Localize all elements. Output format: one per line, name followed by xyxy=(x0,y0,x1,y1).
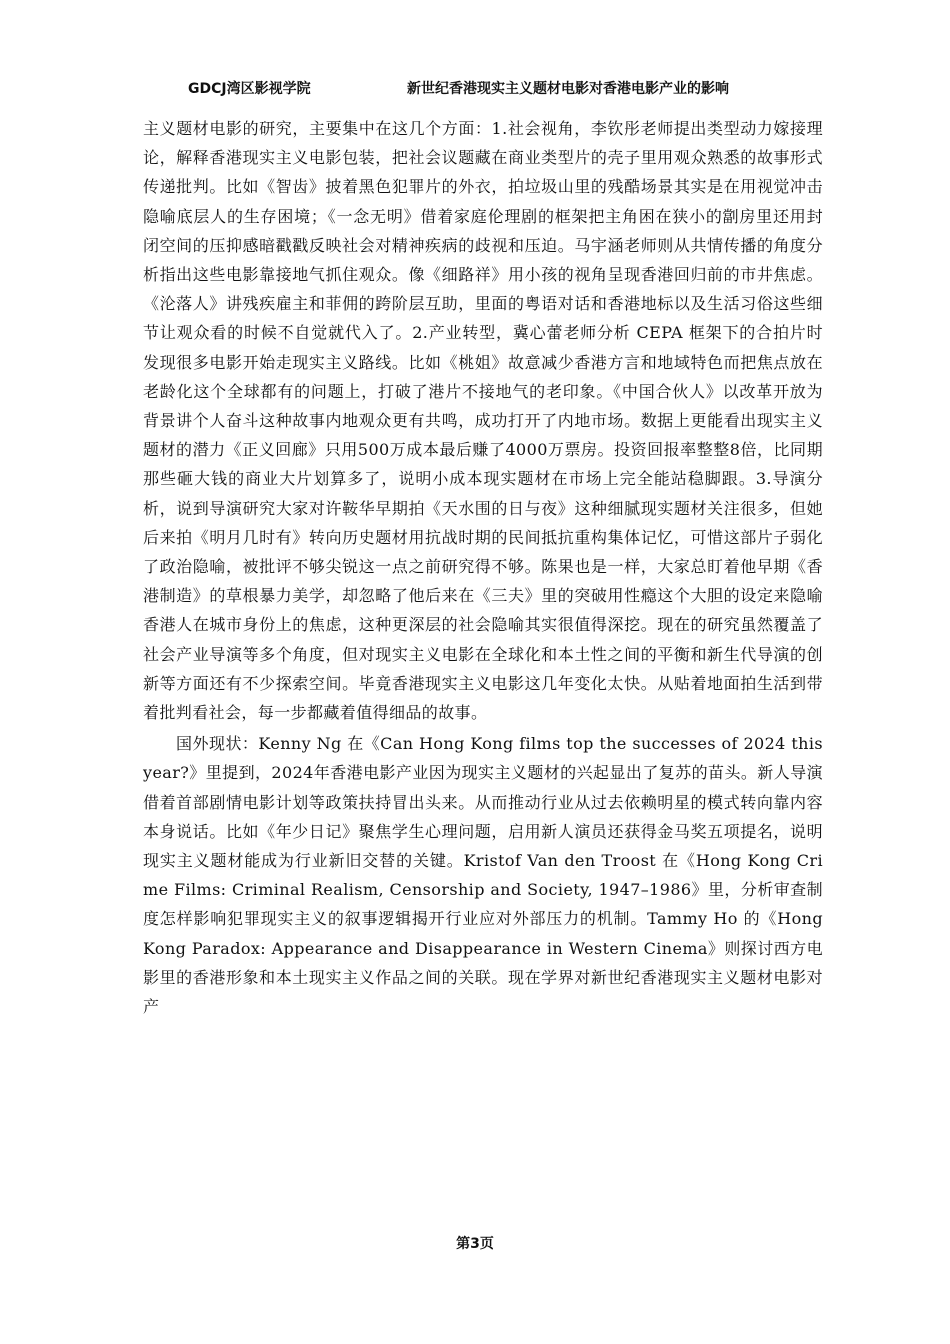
paragraph-foreign-research: 国外现状：Kenny Ng 在《Can Hong Kong films top the successes of 2024 this year?》里提到，2024年香港电影产业因为现实主义题材的兴起显出了复苏的苗头。新人导演借着首部剧情电影计划等政策扶持冒出头来。从而推动行业从过去依赖明星的模式转向靠内容本身说话。比如《年少日记》聚焦学生心理问题，启用新人演员还获得金马奖五项提名，说明现实主义题材能成为行业新旧交替的关键。Kristof Van den Troost 在《Hong Kong Crime Films: Criminal Realism, Censorship and Society, 1947–1986》里，分析审查制度怎样影响犯罪现实主义的叙事逻辑揭开行业应对外部压力的机制。Tammy Ho 的《Hong Kong Paradox: Appearance and Disappearance in Western Cinema》则探讨西方电影里的香港形象和本土现实主义作品之间的关联。现在学界对新世纪香港现实主义题材电影对产 xyxy=(143,734,823,1017)
header-paper-title: 新世纪香港现实主义题材电影对香港电影产业的影响 xyxy=(407,81,729,97)
body-text xyxy=(143,114,823,1021)
header-institution: GDCJ湾区影视学院 xyxy=(188,81,311,97)
running-header xyxy=(0,78,950,102)
page-number: 第3页 xyxy=(456,1236,494,1252)
paragraph-domestic-research: 主义题材电影的研究，主要集中在这几个方面：1.社会视角，李钦彤老师提出类型动力嫁接理论，解释香港现实主义电影包装，把社会议题藏在商业类型片的壳子里用观众熟悉的故事形式传递批判。比如《智齿》披着黑色犯罪片的外衣，拍垃圾山里的残酷场景其实是在用视觉冲击隐喻底层人的生存困境；《一念无明》借着家庭伦理剧的框架把主角困在狭小的劏房里还用封闭空间的压抑感暗戳戳反映社会对精神疾病的歧视和压迫。马宇涵老师则从共情传播的角度分析指出这些电影靠接地气抓住观众。像《细路祥》用小孩的视角呈现香港回归前的市井焦虑。《沦落人》讲残疾雇主和菲佣的跨阶层互助，里面的粤语对话和香港地标以及生活习俗这些细节让观众看的时候不自觉就代入了。2.产业转型，冀心蕾老师分析 CEPA 框架下的合拍片时发现很多电影开始走现实主义路线。比如《桃姐》故意减少香港方言和地域特色而把焦点放在老龄化这个全球都有的问题上，打破了港片不接地气的老印象。《中国合伙人》以改革开放为背景讲个人奋斗这种故事内地观众更有共鸣，成功打开了内地市场。数据上更能看出现实主义题材的潜力《正义回廊》只用500万成本最后赚了4000万票房。投资回报率整整8倍，比同期那些砸大钱的商业大片划算多了，说明小成本现实题材在市场上完全能站稳脚跟。3.导演分析，说到导演研究大家对许鞍华早期拍《天水围的日与夜》这种细腻现实题材关注很多，但她后来拍《明月几时有》转向历史题材用抗战时期的民间抵抗重构集体记忆，可惜这部片子弱化了政治隐喻，被批评不够尖锐这一点之前研究得不够。陈果也是一样，大家总盯着他早期《香港制造》的草根暴力美学，却忽略了他后来在《三夫》里的突破用性瘾这个大胆的设定来隐喻香港人在城市身份上的焦虑，这种更深层的社会隐喻其实很值得深挖。现在的研究虽然覆盖了社会产业导演等多个角度，但对现实主义电影在全球化和本土性之间的平衡和新生代导演的创新等方面还有不少探索空间。毕竟香港现实主义电影这几年变化太快。从贴着地面拍生活到带着批判看社会，每一步都藏着值得细品的故事。 xyxy=(143,119,823,723)
